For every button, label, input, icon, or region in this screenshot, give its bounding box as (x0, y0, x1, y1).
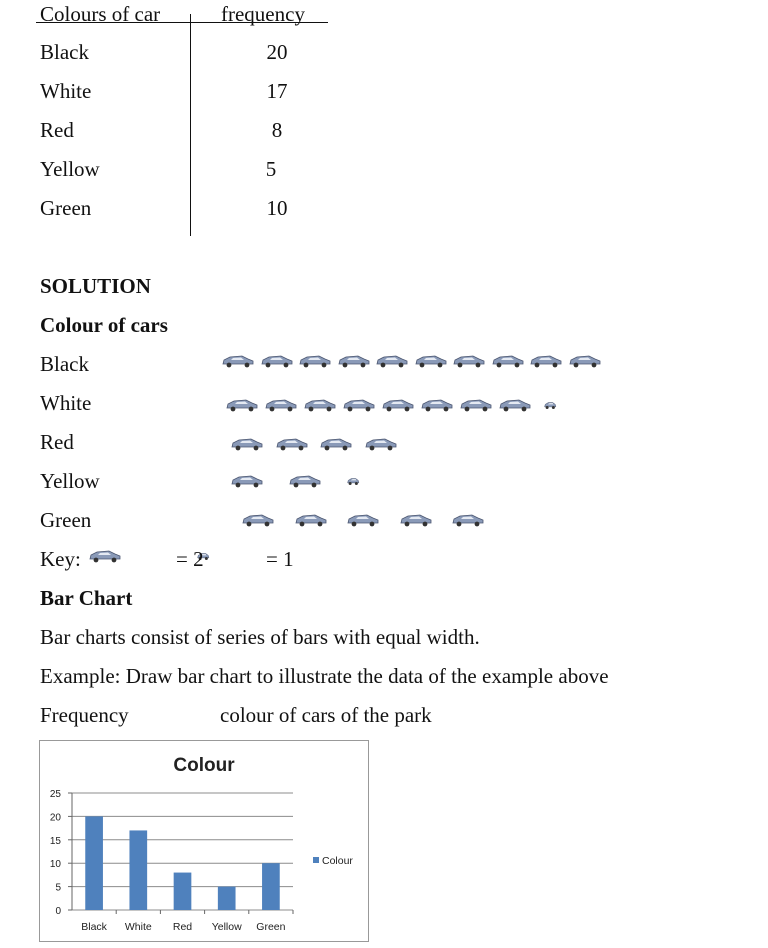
y-tick-label: 5 (55, 882, 61, 894)
car-icon (453, 354, 485, 368)
table-header-colours: Colours of car (40, 2, 161, 26)
pictogram-row-label: White (40, 391, 92, 415)
table-header-frequency: frequency (221, 2, 305, 26)
pictogram-row-label: Black (40, 352, 89, 376)
half-car-icon (544, 398, 564, 412)
car-icon (343, 398, 375, 412)
y-tick-label: 25 (49, 789, 61, 800)
key-full-value: = 2 (176, 547, 204, 571)
table-row-frequency: 20 (266, 40, 288, 64)
table-row-frequency: 17 (266, 79, 288, 103)
car-icon (415, 354, 447, 368)
pictogram-row-label: Yellow (40, 469, 100, 493)
car-icon (338, 354, 370, 368)
bar-chart-frame (39, 740, 369, 942)
x-tick-label: White (124, 921, 152, 933)
car-icon (347, 513, 379, 527)
pictogram-row-label: Red (40, 430, 74, 454)
car-icon (276, 437, 308, 451)
y-tick-label: 10 (49, 859, 61, 871)
bar-chart-heading: Bar Chart (40, 586, 133, 610)
x-tick-label: Green (256, 921, 286, 933)
table-row-frequency: 5 (265, 157, 277, 181)
y-axis-caption: Frequency (40, 703, 129, 727)
pictogram-title: Colour of cars (40, 313, 168, 337)
car-icon (421, 398, 453, 412)
key-half-value: = 1 (266, 547, 294, 571)
bar-chart-example: Example: Draw bar chart to illustrate the data of the example above (40, 664, 609, 688)
pictogram-row-label: Green (40, 508, 92, 532)
car-icon (226, 398, 258, 412)
car-icon (289, 474, 321, 488)
table-row-colour: Red (40, 118, 74, 142)
x-tick-label: Red (172, 921, 193, 933)
chart-title: Colour (173, 755, 235, 776)
legend-swatch (313, 857, 319, 863)
car-icon (295, 513, 327, 527)
bar (262, 863, 280, 910)
table-row-colour: White (40, 79, 92, 103)
car-icon (452, 513, 484, 527)
bar (85, 816, 103, 910)
y-tick-label: 20 (49, 812, 61, 824)
bar (218, 887, 236, 910)
car-icon (376, 354, 408, 368)
car-icon (265, 398, 297, 412)
car-icon (261, 354, 293, 368)
table-row-colour: Black (40, 40, 89, 64)
solution-heading: SOLUTION (40, 274, 151, 298)
x-tick-label: Black (81, 921, 107, 933)
table-row-frequency: 8 (271, 118, 283, 142)
car-icon (569, 354, 601, 368)
car-icon (231, 437, 263, 451)
bar (129, 830, 147, 910)
car-icon (304, 398, 336, 412)
table-row-colour: Yellow (40, 157, 100, 181)
table-divider (190, 14, 191, 236)
car-icon (499, 398, 531, 412)
y-tick-label: 0 (55, 906, 61, 917)
car-icon (460, 398, 492, 412)
car-icon (299, 354, 331, 368)
table-row-frequency: 10 (266, 196, 288, 220)
car-icon (242, 513, 274, 527)
car-icon (365, 437, 397, 451)
legend-label: Colour (322, 855, 353, 867)
car-icon (222, 354, 254, 368)
y-tick-label: 15 (49, 835, 61, 847)
bar (174, 873, 192, 910)
car-icon (320, 437, 352, 451)
x-axis-caption: colour of cars of the park (220, 703, 432, 727)
half-car-icon (347, 474, 367, 488)
car-icon (89, 549, 121, 563)
table-row-colour: Green (40, 196, 92, 220)
car-icon (231, 474, 263, 488)
car-icon (382, 398, 414, 412)
car-icon (492, 354, 524, 368)
bar-chart-description: Bar charts consist of series of bars with equal width. (40, 625, 480, 649)
x-tick-label: Yellow (211, 921, 242, 933)
car-icon (530, 354, 562, 368)
key-label: Key: (40, 547, 81, 571)
bar-chart (40, 741, 368, 941)
car-icon (400, 513, 432, 527)
